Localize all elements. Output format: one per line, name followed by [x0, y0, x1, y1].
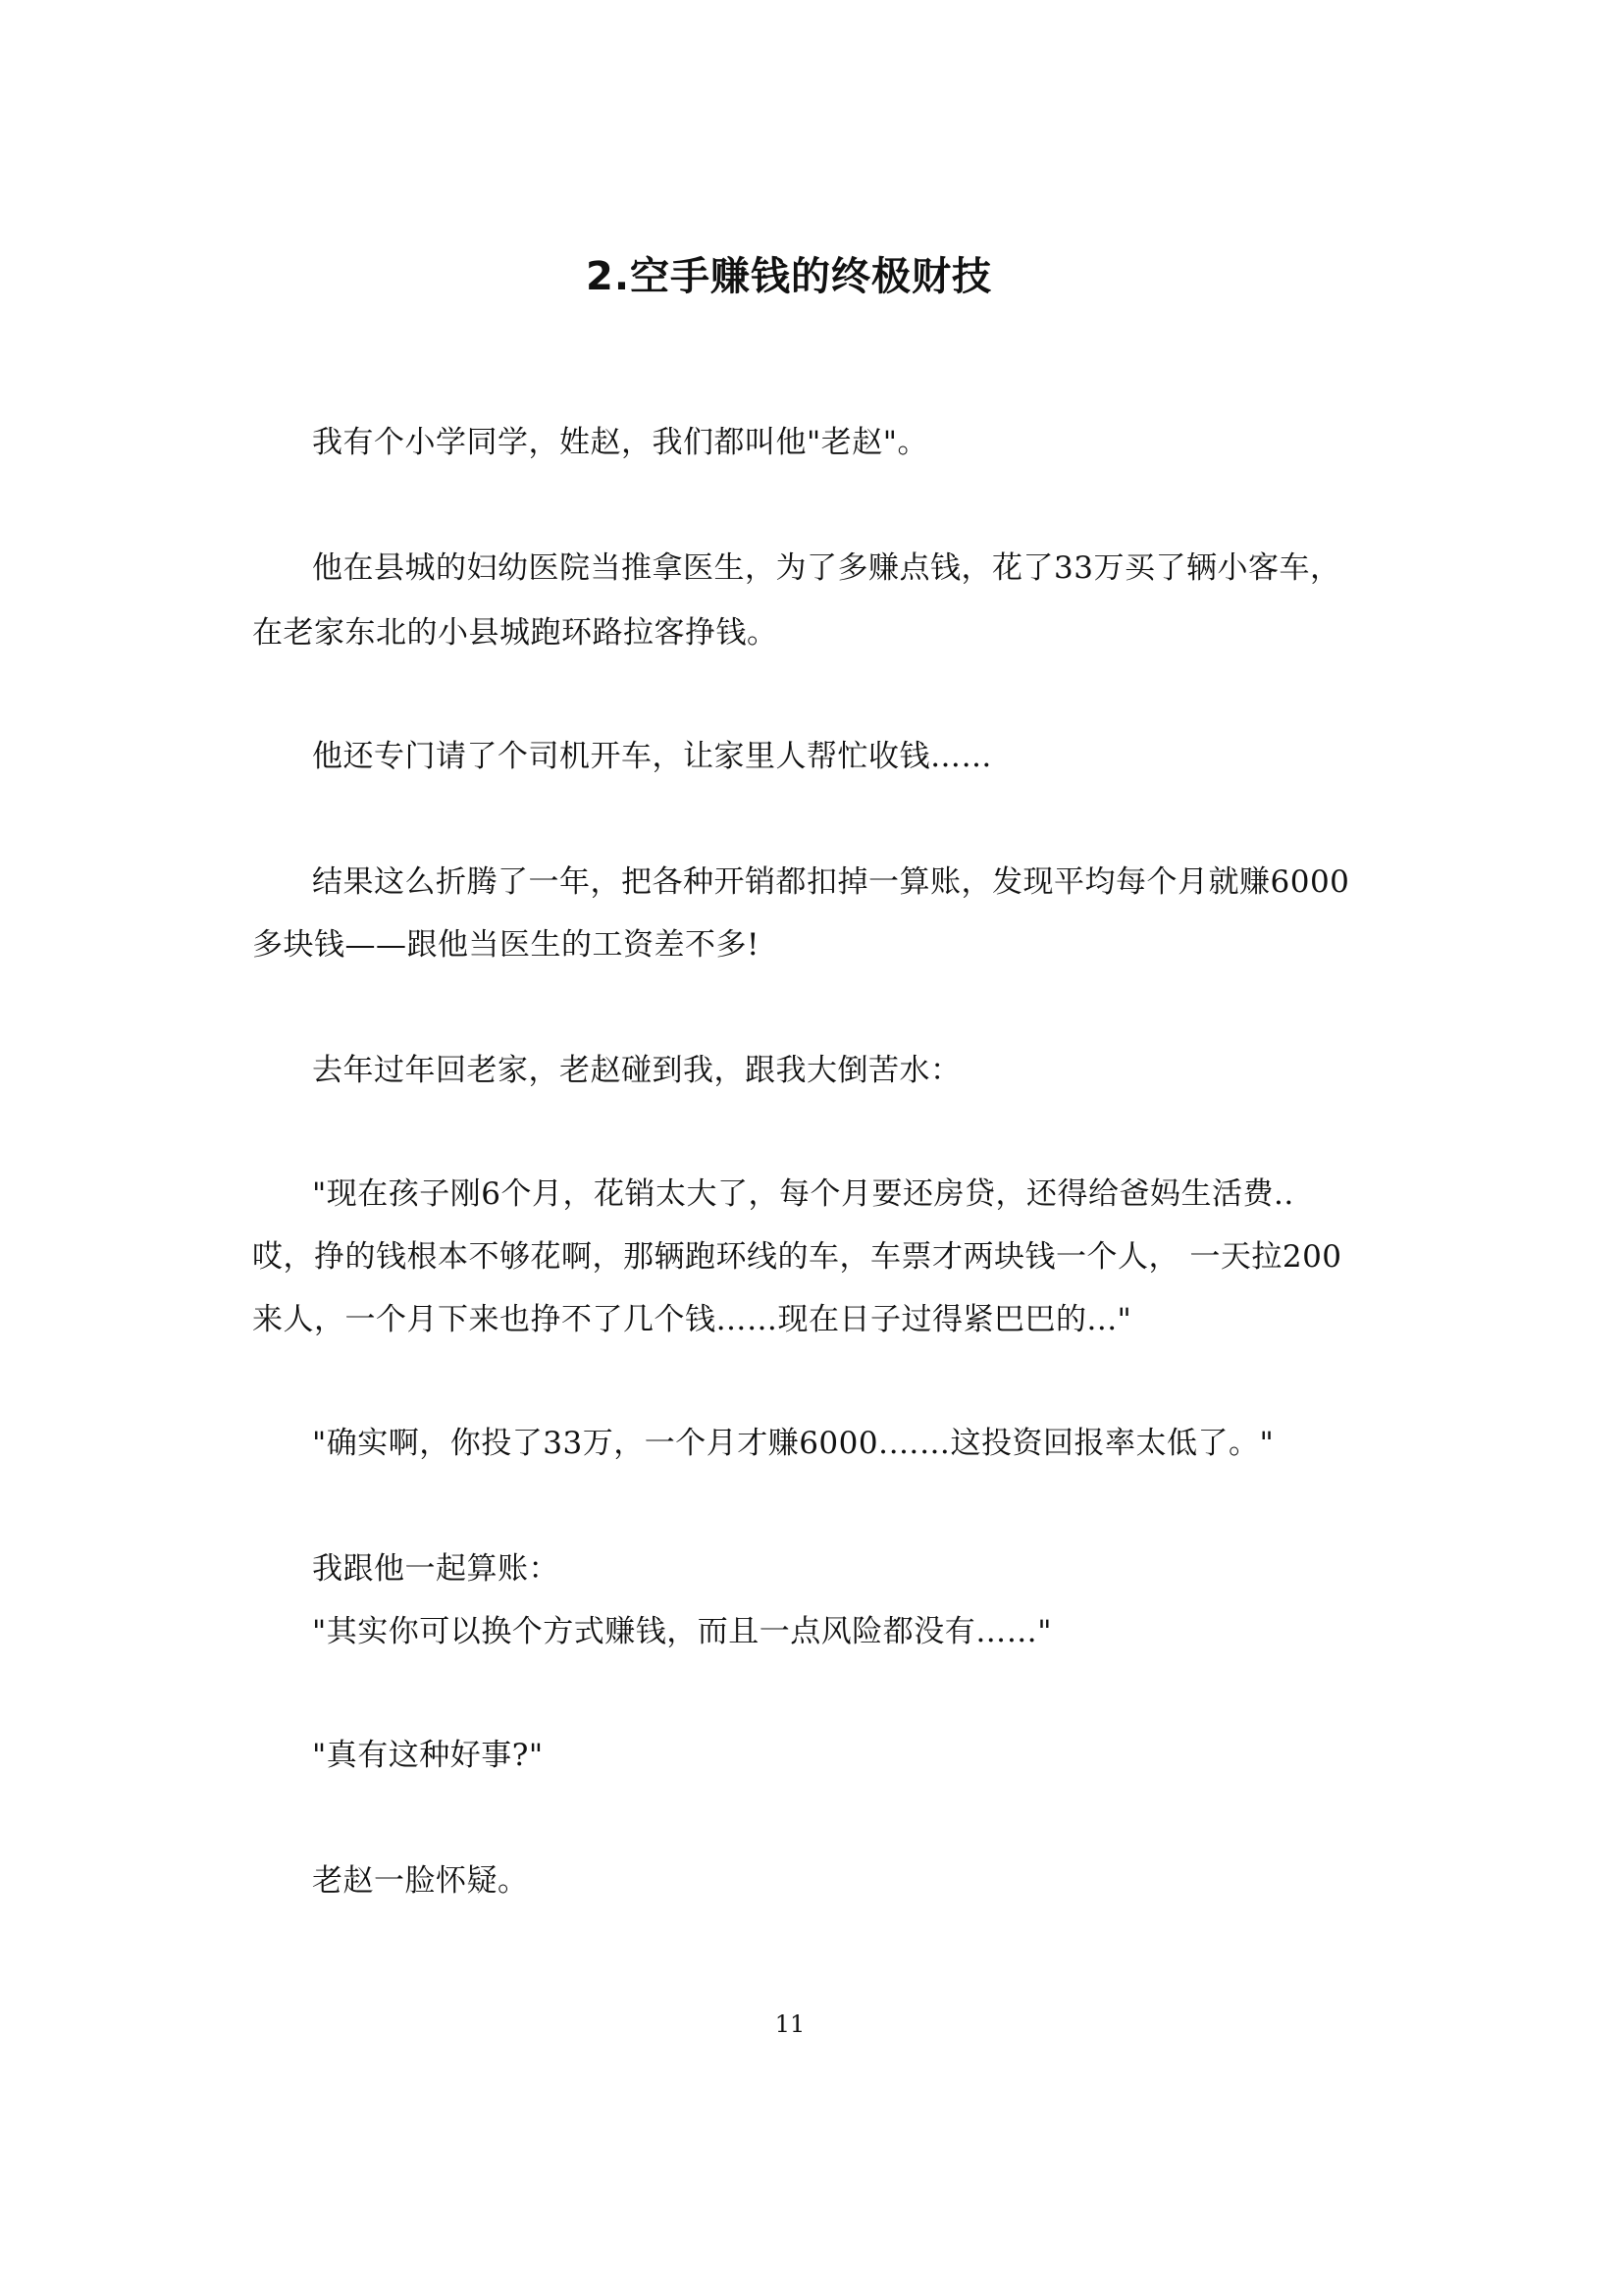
paragraph-line: 结果这么折腾了一年，把各种开销都扣掉一算账，发现平均每个月就赚6000: [312, 864, 1350, 900]
paragraph-line: 他还专门请了个司机开车，让家里人帮忙收钱……: [312, 739, 992, 774]
paragraph-line: 来人，一个月下来也挣不了几个钱……现在日子过得紧巴巴的...": [252, 1302, 1132, 1337]
paragraph-line: 老赵一脸怀疑。: [312, 1863, 529, 1899]
paragraph-line: 多块钱——跟他当医生的工资差不多!: [252, 927, 760, 963]
paragraph-line: "真有这种好事?": [312, 1738, 544, 1773]
paragraph-line: 去年过年回老家，老赵碰到我，跟我大倒苦水：: [312, 1053, 962, 1088]
paragraph-line: 哎，挣的钱根本不够花啊，那辆跑环线的车，车票才两块钱一个人， 一天拉200: [252, 1239, 1342, 1275]
paragraph-line: "现在孩子刚6个月，花销太大了，每个月要还房贷，还得给爸妈生活费..: [312, 1176, 1294, 1212]
paragraph-line: 他在县城的妇幼医院当推拿医生，为了多赚点钱，花了33万买了辆小客车，: [312, 550, 1341, 586]
paragraph-line: 在老家东北的小县城跑环路拉客挣钱。: [252, 615, 778, 651]
paragraph-line: 我跟他一起算账：: [312, 1551, 559, 1587]
paragraph-line: "确实啊，你投了33万，一个月才赚6000.……这投资回报率太低了。": [312, 1426, 1275, 1461]
page-title: 2.空手赚钱的终极财技: [585, 254, 993, 299]
paragraph-line: 我有个小学同学，姓赵，我们都叫他"老赵"。: [312, 425, 929, 460]
paragraph-line: "其实你可以换个方式赚钱，而且一点风险都没有……": [312, 1614, 1053, 1649]
page-number: 11: [774, 2010, 806, 2038]
